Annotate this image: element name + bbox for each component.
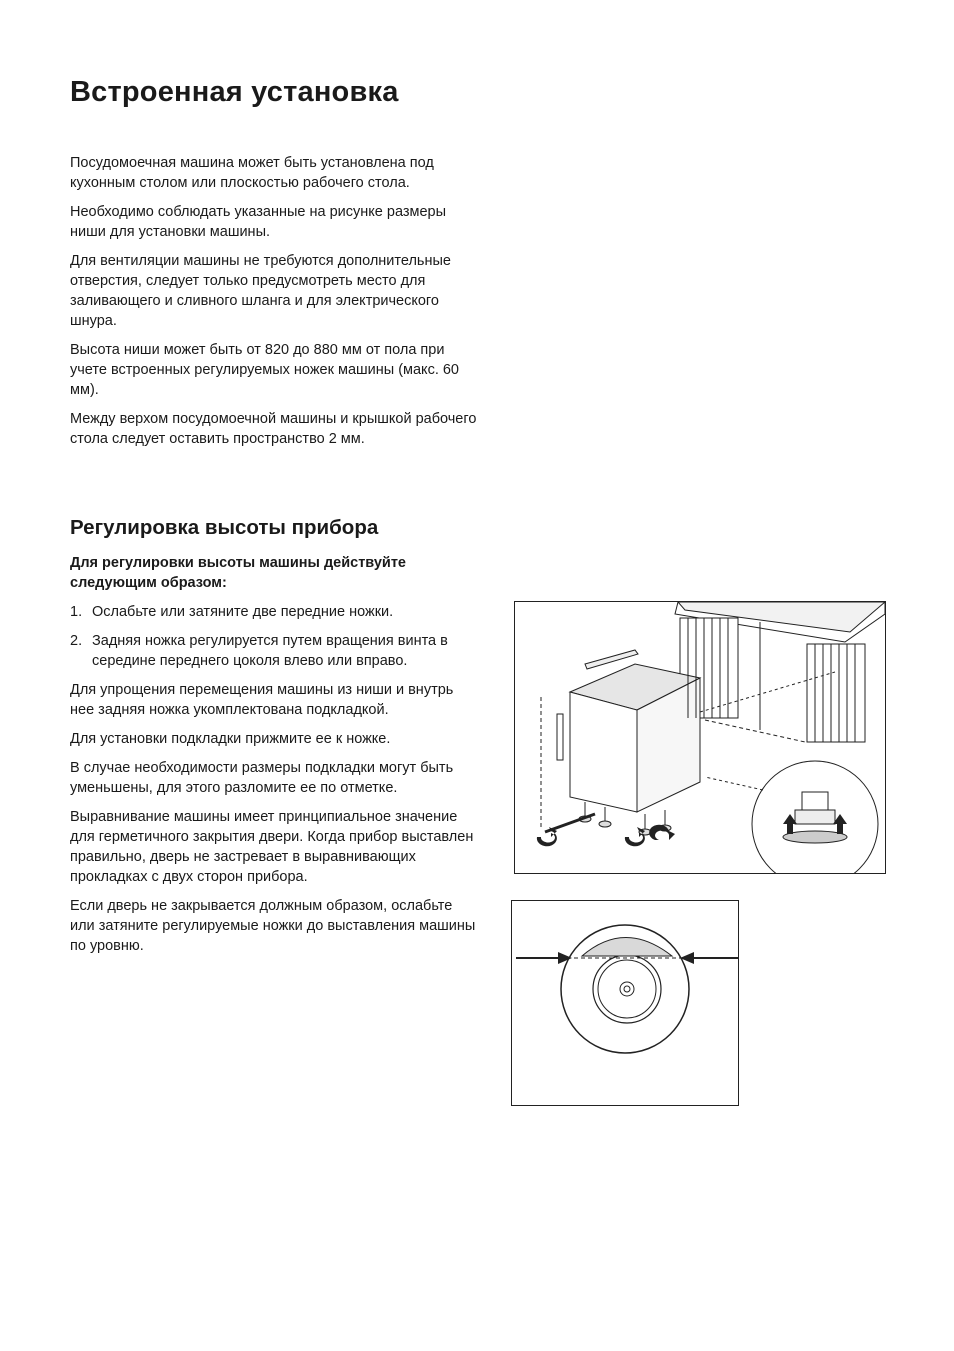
step-text: Задняя ножка регулируется путем вращения винта в середине переднего цоколя влево или вправо. <box>92 633 448 669</box>
foot-pad-detail <box>511 900 739 1106</box>
section-paragraph: Выравнивание машины имеет принципиальное значение для герметичного закрытия двери. Когда прибор выставлен правильно, дверь не застревает в выравнивающих прокладках с двух сторон прибора. <box>70 809 474 885</box>
step-number: 1. <box>70 604 83 620</box>
foot-pad-drawing <box>512 901 738 1105</box>
step-text: Ослабьте или затяните две передние ножки. <box>92 604 394 620</box>
steps-list <box>70 602 480 671</box>
intro-paragraph: Необходимо соблюдать указанные на рисунке размеры ниши для установки машины. <box>70 204 447 240</box>
dishwasher-niche-drawing <box>515 602 885 873</box>
section-title: Регулировка высоты прибора <box>70 516 379 539</box>
section-lead: Для регулировки высоты машины действуйте следующим образом: <box>70 555 406 591</box>
step-item <box>70 631 480 671</box>
section-paragraph: Если дверь не закрывается должным образом, ослабьте или затяните регулируемые ножки до выставления машины по уровню. <box>70 898 476 954</box>
intro-text <box>70 153 480 458</box>
intro-paragraph: Посудомоечная машина может быть установлена под кухонным столом или плоскостью рабочего стола. <box>70 155 434 191</box>
intro-paragraph: Между верхом посудомоечной машины и крышкой рабочего стола следует оставить пространство 2 мм. <box>70 411 477 447</box>
section-paragraph: Для упрощения перемещения машины из ниши и внутрь нее задняя ножка укомплектована подкладкой. <box>70 682 454 718</box>
step-number: 2. <box>70 633 83 649</box>
section-paragraph: В случае необходимости размеры подкладки могут быть уменьшены, для этого разломите ее по отметке. <box>70 760 454 796</box>
intro-paragraph: Высота ниши может быть от 820 до 880 мм от пола при учете встроенных регулируемых ножек машины (макс. 60 мм). <box>70 342 460 398</box>
adjust-text <box>70 553 480 965</box>
page-title: Встроенная установка <box>70 76 399 108</box>
step-item <box>70 602 480 622</box>
intro-paragraph: Для вентиляции машины не требуются дополнительные отверстия, следует только предусмотреть место для заливающего и сливного шланга и для электрического шнура. <box>70 253 451 329</box>
section-paragraph: Для установки подкладки прижмите ее к ножке. <box>70 731 391 747</box>
installation-illustration <box>514 601 886 874</box>
